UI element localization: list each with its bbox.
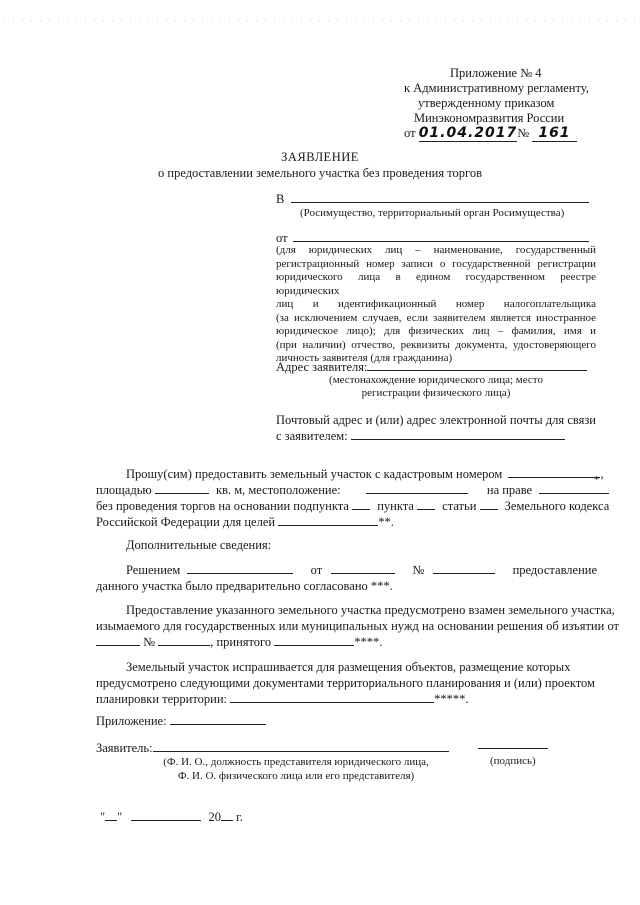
appendix-date-handwritten: 01.04.2017 <box>418 125 518 141</box>
cadastral-number-line[interactable] <box>508 476 600 478</box>
from-desc-2: регистрационный номер записи о государственной регистрации <box>276 257 596 270</box>
address-label: Адрес заявителя: <box>276 360 368 374</box>
year-prefix: 20 <box>208 810 221 824</box>
document-title: ЗАЯВЛЕНИЕ <box>281 150 359 164</box>
date-line <box>100 810 243 825</box>
footnote-mark-1: * <box>594 474 600 486</box>
year-suffix: г. <box>236 810 243 824</box>
provision-line-3 <box>96 634 600 650</box>
scan-noise <box>0 18 640 24</box>
decision-line-1 <box>96 562 600 578</box>
decision-number-label: № <box>412 563 425 577</box>
from-description <box>276 244 596 366</box>
postal-label: с заявителем: <box>276 429 348 443</box>
signature-line[interactable] <box>478 748 548 749</box>
article-label: статьи <box>442 499 477 513</box>
appendix-from-prefix: от <box>404 126 416 140</box>
decision-number-line[interactable] <box>433 572 495 574</box>
from-desc-8: личность заявителя (для гражданина) <box>276 352 453 364</box>
quote-open: " <box>100 810 106 824</box>
decision-block <box>96 562 600 594</box>
right-label: на праве <box>486 483 533 497</box>
day-line[interactable] <box>105 819 117 821</box>
land-line-2: предусмотрено следующими документами территориального планирования и (или) проектом <box>96 676 595 690</box>
right-line[interactable] <box>539 492 609 494</box>
appendix-line-1: Приложение № 4 <box>450 66 542 80</box>
from-desc-7: (при наличии) отчество, реквизиты документа, удостоверяющего <box>276 338 596 351</box>
appendix-line-2: к Административному регламенту, <box>404 81 589 95</box>
decision-date-line[interactable] <box>331 572 395 574</box>
appendix-line-3: утвержденному приказом <box>418 96 555 110</box>
provision-line-1: Предоставление указанного земельного участка предусмотрено взамен земельного участка, <box>126 603 615 617</box>
applicant-caption-2: Ф. И. О. физического лица или его представителя) <box>177 770 415 782</box>
quote-close: " <box>117 810 123 824</box>
seizure-number-label: № <box>143 635 156 649</box>
decision-label: Решением <box>126 563 181 577</box>
subclause-line[interactable] <box>352 508 370 510</box>
seizure-number-line[interactable] <box>158 644 210 646</box>
address-caption-2: регистрации физического лица) <box>361 387 511 399</box>
clause-line[interactable] <box>417 508 435 510</box>
document-subtitle: о предоставлении земельного участка без проведения торгов <box>158 166 482 180</box>
postal-line-2-wrap <box>276 428 596 444</box>
provision-block <box>96 602 619 650</box>
applicant-name-line[interactable] <box>153 750 449 752</box>
decision-provision-label: предоставление <box>512 563 598 577</box>
to-prefix: В <box>276 192 285 206</box>
footnote-mark-4: ****. <box>354 635 383 649</box>
from-desc-6: юридическое лицо); для физических лиц – фамилия, имя и <box>276 325 596 337</box>
purpose-line[interactable] <box>278 524 378 526</box>
request-line-2 <box>96 482 600 498</box>
month-line[interactable] <box>131 819 201 821</box>
request-text-1: Прошу(сим) предоставить земельный участок с кадастровым номером <box>126 467 503 481</box>
area-line[interactable] <box>155 492 209 494</box>
land-line-1: Земельный участок испрашивается для размещения объектов, размещение которых <box>126 660 571 674</box>
postal-line[interactable] <box>351 438 565 440</box>
planning-line[interactable] <box>230 701 434 703</box>
appendix-number-handwritten: 161 <box>532 125 576 142</box>
adopted-by-line[interactable] <box>274 644 354 646</box>
decision-authority-line[interactable] <box>187 572 293 574</box>
to-line[interactable] <box>291 201 589 203</box>
decision-line-2: данного участка было предварительно согласовано ***. <box>96 579 393 593</box>
article-line[interactable] <box>480 508 498 510</box>
area-label: площадью <box>96 483 152 497</box>
decision-from-label: от <box>310 563 323 577</box>
additional-info-label: Дополнительные сведения: <box>126 538 272 552</box>
address-field <box>276 360 596 375</box>
request-line-4 <box>96 514 600 530</box>
from-desc-1: (для юридических лиц – наименование, государственный <box>276 244 596 256</box>
postal-block <box>276 412 596 444</box>
from-prefix: от <box>276 231 288 245</box>
from-desc-3: юридического лица в едином государственном реестре юридических <box>276 271 596 297</box>
land-code-label: Земельного кодекса <box>504 499 610 513</box>
applicant-caption-1: (Ф. И. О., должность представителя юридического лица, <box>163 756 429 768</box>
applicant-label: Заявитель: <box>96 741 153 755</box>
attachment-field <box>96 714 266 729</box>
appendix-number-prefix: № <box>517 126 530 140</box>
request-line-3 <box>96 498 610 514</box>
footnote-mark-5: *****. <box>434 692 469 706</box>
clause-label: пункта <box>377 499 414 513</box>
provision-line-2: изымаемого для государственных или муниципальных нужд на основании решения об изъятии от <box>96 619 619 633</box>
appendix-block <box>404 66 604 141</box>
address-line[interactable] <box>367 369 587 371</box>
land-line-3 <box>96 691 600 707</box>
land-block <box>96 659 600 707</box>
footnote-mark-2: **. <box>378 515 394 529</box>
adopted-label: , принятого <box>210 635 272 649</box>
year-line[interactable] <box>221 819 233 821</box>
appendix-date-line <box>404 126 604 141</box>
attachment-label: Приложение: <box>96 714 167 728</box>
seizure-date-line[interactable] <box>96 644 140 646</box>
postal-line-1: Почтовый адрес и (или) адрес электронной почты для связи <box>276 413 596 427</box>
address-caption <box>276 374 596 400</box>
from-desc-5: (за исключением случаев, если заявителем является иностранное <box>276 311 596 324</box>
to-caption: (Росимущество, территориальный орган Росимущества) <box>300 207 565 219</box>
purpose-label: Российской Федерации для целей <box>96 515 276 529</box>
from-line[interactable] <box>293 240 589 242</box>
area-unit-label: кв. м, местоположение: <box>216 483 341 497</box>
from-desc-4: лиц и идентификационный номер налогоплательщика <box>276 298 596 310</box>
attachment-line[interactable] <box>170 723 266 725</box>
applicant-caption <box>140 755 452 783</box>
planning-label: планировки территории: <box>96 692 227 706</box>
appendix-line-4: Минэкономразвития России <box>414 111 565 125</box>
applicant-field <box>96 741 449 756</box>
location-line[interactable] <box>366 492 468 494</box>
basis-label: без проведения торгов на основании подпункта <box>96 499 349 513</box>
request-block <box>96 466 610 530</box>
address-caption-1: (местонахождение юридического лица; место <box>329 374 543 386</box>
signature-caption: (подпись) <box>490 755 536 767</box>
request-line-1: Прошу(сим) предоставить земельный участок с кадастровым номером , <box>126 467 604 481</box>
to-field <box>276 192 596 207</box>
